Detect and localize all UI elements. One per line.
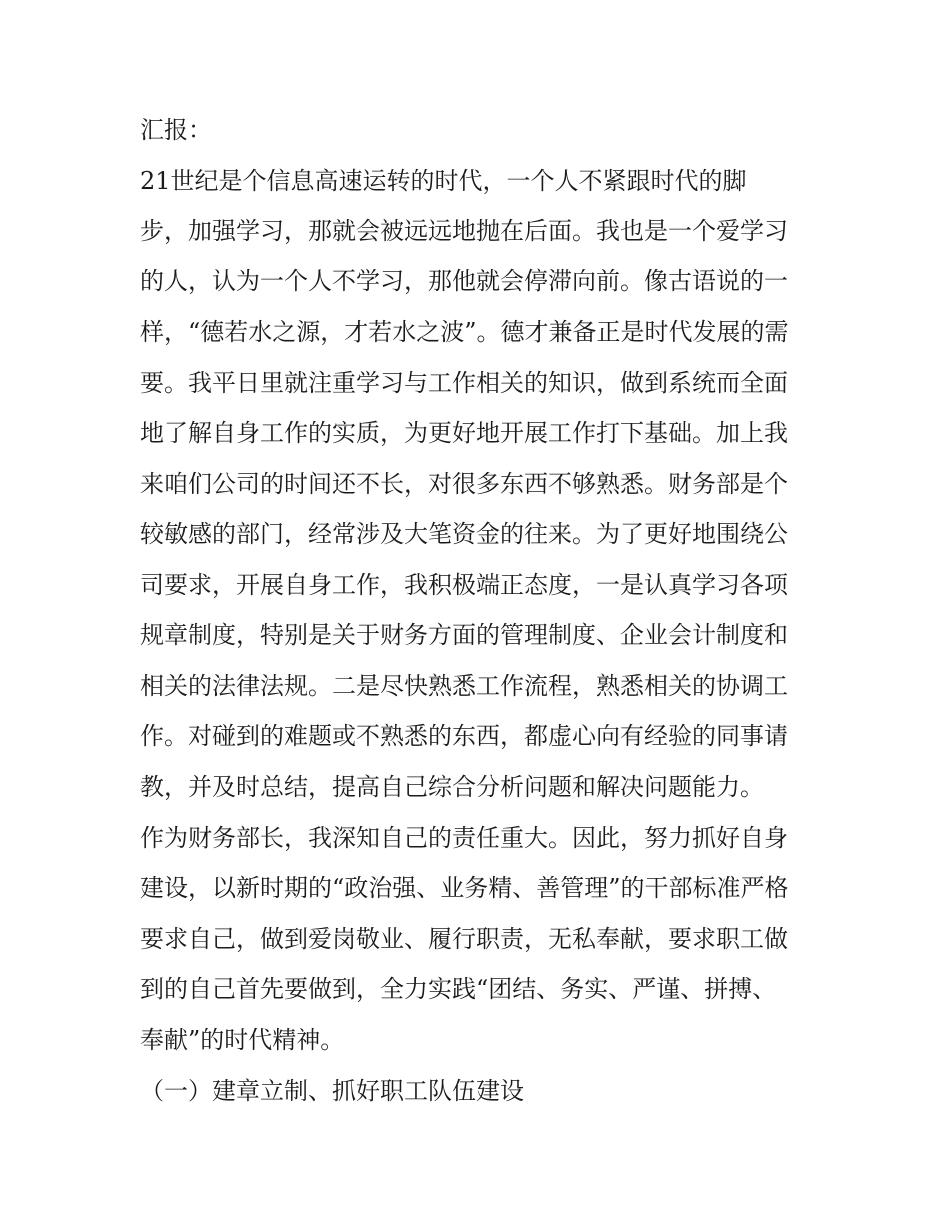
text-line: 到的自己首先要做到，全力实践“团结、务实、严谨、拼搏、: [140, 975, 777, 1003]
text-line: 司要求，开展自身工作，我积极端正态度，一是认真学习各项: [140, 571, 788, 599]
text-line: 地了解自身工作的实质，为更好地开展工作打下基础。加上我: [140, 419, 788, 447]
text-line: 的人，认为一个人不学习，那他就会停滞向前。像古语说的一: [140, 267, 788, 295]
section-heading: （一）建章立制、抓好职工队伍建设: [140, 1077, 524, 1105]
text-line: 要。我平日里就注重学习与工作相关的知识，做到系统而全面: [140, 369, 788, 397]
text-line: 要求自己，做到爱岗敬业、履行职责，无私奉献，要求职工做: [140, 925, 788, 953]
text-line: 规章制度，特别是关于财务方面的管理制度、企业会计制度和: [140, 621, 788, 649]
text-line: 奉献”的时代精神。: [140, 1026, 345, 1054]
text-line: 21世纪是个信息高速运转的时代，一个人不紧跟时代的脚: [140, 167, 747, 195]
text-line: 作。对碰到的难题或不熟悉的东西，都虚心向有经验的同事请: [140, 722, 788, 750]
text-line: 教，并及时总结，提高自己综合分析问题和解决问题能力。: [140, 773, 764, 801]
text-line: 汇报：: [140, 116, 212, 144]
text-line: 建设，以新时期的“政治强、业务精、善管理”的干部标准严格: [140, 874, 789, 902]
text-line: 相关的法律法规。二是尽快熟悉工作流程，熟悉相关的协调工: [140, 672, 788, 700]
text-line: 较敏感的部门，经常涉及大笔资金的往来。为了更好地围绕公: [140, 520, 788, 548]
text-line: 来咱们公司的时间还不长，对很多东西不够熟悉。财务部是个: [140, 470, 788, 498]
text-line: 作为财务部长，我深知自己的责任重大。因此，努力抓好自身: [140, 824, 788, 852]
text-line: 样，“德若水之源，才若水之波”。德才兼备正是时代发展的需: [140, 318, 789, 346]
text-line: 步，加强学习，那就会被远远地抛在后面。我也是一个爱学习: [140, 217, 788, 245]
